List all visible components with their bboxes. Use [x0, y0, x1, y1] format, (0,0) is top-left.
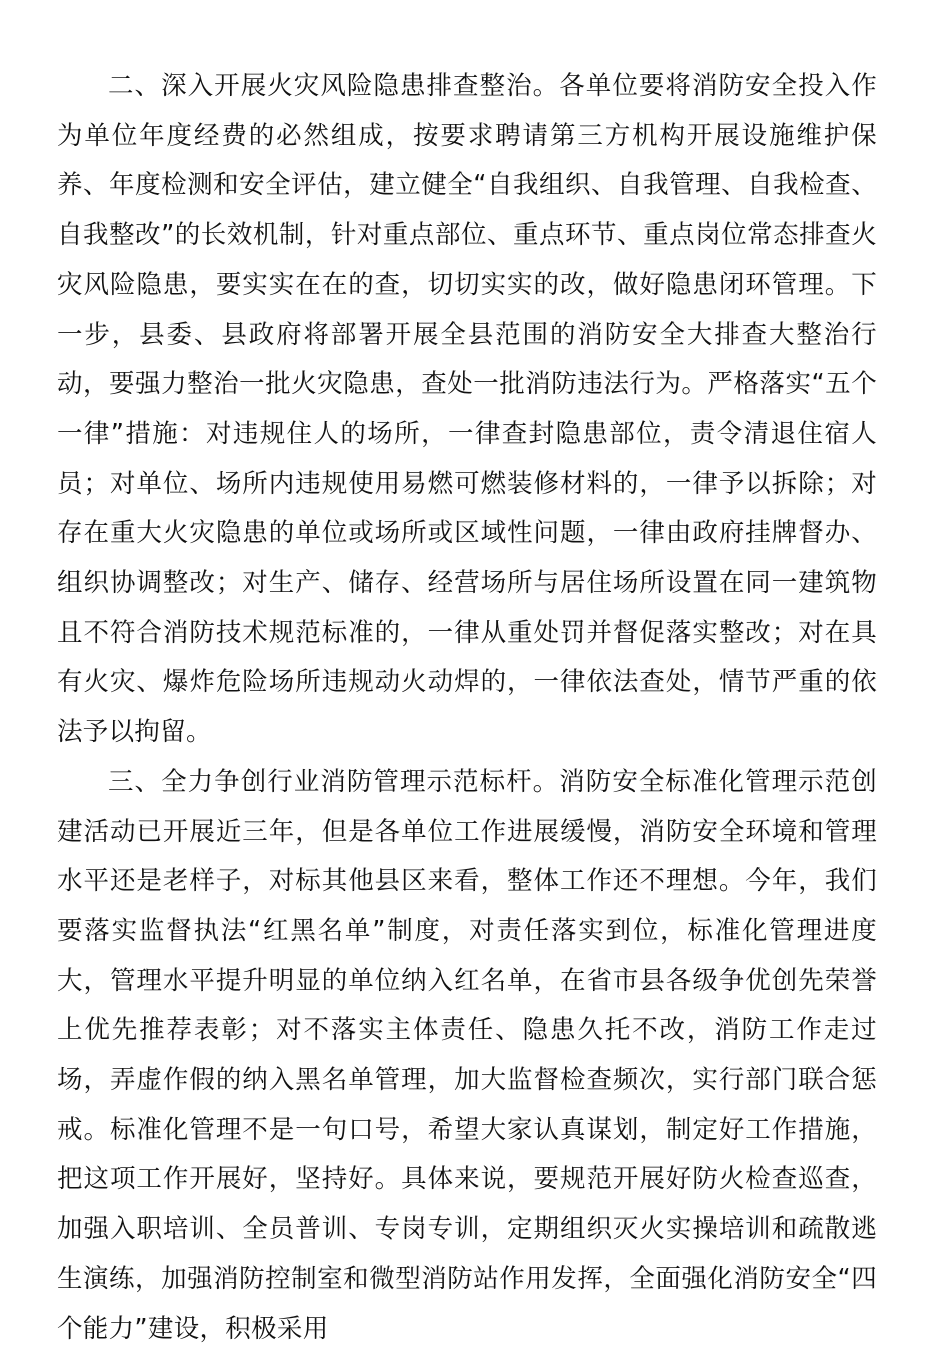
document-page [57, 62, 877, 1354]
paragraph-fire-management-benchmark: 三、全力争创行业消防管理示范标杆。消防安全标准化管理示范创建活动已开展近三年，但是各单位工作进展缓慢，消防安全环境和管理水平还是老样子，对标其他县区来看，整体工作还不理想。今年，我们要落实监督执法“红黑名单”制度，对责任落实到位，标准化管理进度大，管理水平提升明显的单位纳入红名单，在省市县各级争优创先荣誉上优先推荐表彰；对不落实主体责任、隐患久托不改，消防工作走过场，弄虚作假的纳入黑名单管理，加大监督检查频次，实行部门联合惩戒。标准化管理不是一句口号，希望大家认真谋划，制定好工作措施，把这项工作开展好，坚持好。具体来说，要规范开展好防火检查巡查，加强入职培训、全员普训、专岗专训，定期组织灭火实操培训和疏散逃生演练，加强消防控制室和微型消防站作用发挥，全面强化消防安全“四个能力”建设，积极采用 [57, 766, 877, 1344]
paragraph-fire-risk-inspection: 二、深入开展火灾风险隐患排查整治。各单位要将消防安全投入作为单位年度经费的必然组成，按要求聘请第三方机构开展设施维护保养、年度检测和安全评估，建立健全“自我组织、自我管理、自我检查、自我整改”的长效机制，针对重点部位、重点环节、重点岗位常态排查火灾风险隐患，要实实在在的查，切切实实的改，做好隐患闭环管理。下一步，县委、县政府将部署开展全县范围的消防安全大排查大整治行动，要强力整治一批火灾隐患，查处一批消防违法行为。严格落实“五个一律”措施：对违规住人的场所，一律查封隐患部位，责令清退住宿人员；对单位、场所内违规使用易燃可燃装修材料的，一律予以拆除；对存在重大火灾隐患的单位或场所或区域性问题，一律由政府挂牌督办、组织协调整改；对生产、储存、经营场所与居住场所设置在同一建筑物且不符合消防技术规范标准的，一律从重处罚并督促落实整改；对在具有火灾、爆炸危险场所违规动火动焊的，一律依法查处，情节严重的依法予以拘留。 [57, 71, 877, 748]
